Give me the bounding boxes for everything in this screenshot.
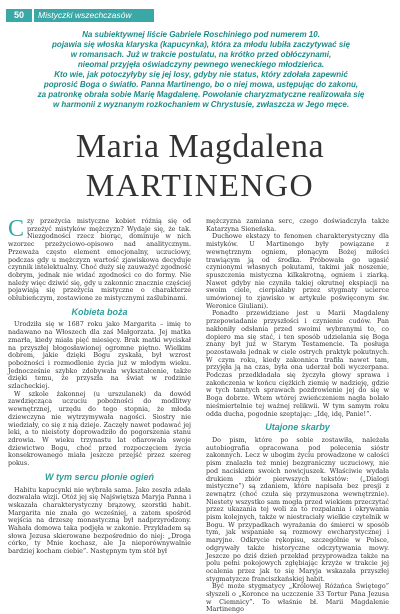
page-number: 50 (6, 9, 32, 22)
body-paragraph (8, 218, 191, 303)
lead-line: Na subiektywnej liście Gabriele Roschiniego pod numerem 10. (82, 30, 320, 39)
body-paragraph: mężczyzna zamiana serc, czego doświadczyła także Katarzyna Sieneńska. (206, 217, 389, 233)
lead-line: w harmonii z wyznanym rozkochaniem w Chrystusie, zwłaszcza w Jego męce. (52, 100, 350, 109)
body-paragraph: Do pism, które po sobie zostawiła, należała autobiografia opracowana pod polecenia sióstr zakonnych. Lecz w ubogim życiu prowadzone w całości pism znalazła też mniej bezgraniczny uczuciowy, nie pod naciskiem swoich nowicjuszek. Właściwie wydała drukiem zbiór pierwszych tekstów: („Dialogi mistyczne”) są zdaniem, które napisała bez presji z zewnątrz (choć czuła się przymuszona wewnętrznie). Niestety wszystko sam mogła przed wiekiem przeczytać przez ukazania tej woli za to rozpalania i okrywania pism kolejnych, także w niestraciały wielkie czytelnik w Bogu. W przypadkach wyrażania do śmierci w sposób tym, jak wspaniałe są rozmowy ewcharystycznej i maryjne. Odkrycie rękopisu, szczególnie w Polsce, odgrywały także historyczne odczytywania mowy. Jeszcze po dziś dzień przekład przyprowadza także na polu pełni pokojowych zgłębiając krzyże w trakcie jej ocalenia przez jak to się Maryja wskazała przyszłej stygmatyzcze franciszkańskiej habit. (206, 435, 389, 583)
body-paragraph: W szkole żakonnej (u urszulanek) da dowód zawdzięcząca uczuciu pobożności do modlitwy wewnętrznej, urzędu do tego stopnia, że młoda dziewczyna nie wytrzymywała nagości. Siostry nie wiedziały, co się z nią dzieje. Zaczęły nawet podawać jej leki, a to nieistoty doprowadziło do pogorszenia stanu zdrowia. W wieku trzynastu lat ofiarowała swoje dziewictwo Bogu, choć przed rozpoczęciem życia konsekrowanego miała jeszcze przejść przez szereg pokus. (8, 389, 191, 468)
lead-line: pojawia się włoska klaryska (kapucynka), która za młodu lubiła zaczytywać się (52, 40, 350, 49)
intro-text: zy przeżycia mistyczne kobiet różnią się od przeżyć mistyków mężczyzn? Wydaje się, że tak. Niezgodności rzecz biorąc, dominuje w nich wzorzec przeżyciowo-opisowo nad analitycznym. Przeważa często element emocjonalny, uczuciowy, podczas gdy u mężczyzn wartość zjawiskowa decyduje czynnik intelektualny. Choć duży się zauważyć zgodność dobrym, jednak nie widać zgodności co do formy. Nie należy więc dziwić się, gdy u zakonnic znacznie częściej pojawiają się przeżycia mistyczne o charakterze oblubieńczym, zostawione ze mistycznymi zaślubinami. (8, 217, 191, 303)
lead-line: w romansach. Już w trakcie postulatu, na krótko przed obłóczynami, (70, 50, 332, 59)
body-paragraph: Być może stygmatycy „Królowej Różańca Świętego” słyszeli o „Koronce na uczczenie 33 Tortur Pana Jezusa w Ciemnicy”. To właśnie bł. Marii Magdalenie Martinengo (206, 582, 389, 614)
article-title (0, 128, 400, 204)
lead-line: za patronkę obrała sobie Marię Magdalenę. Powołanie charyzmatyczne realizowała się (37, 90, 365, 99)
body-paragraph: Urodziła się w 1687 roku jako Margarita – imię to nadawano na Włoszech dla zaś Małgorzata. Jej matka zmarła, kiedy miała pięć miesięcy. Brak matki wyciskał na przyszłej błogosławionej ogromne piętno. Wielkim dobrem, jakie dzięki Bogu zyskała, był wzrost pobożności i rozmodlenie życia już w młodym wieku. Jednocześnie szybko zdobywała wykształcenie, także dzięki temu, że przyszła na świat w rodzinie szlacheckiej. (8, 320, 191, 391)
subheading-serce: W tym sercu płonie ogień (44, 471, 154, 482)
body-paragraph: Habitu kapucynki nie wybrała sama. Jako zeszła zdała dozwalała wizji. Otóż jej się Najświętsza Maryja Panna i wskazała charakterystyczny brązowy, szorstki habit. Margarita nie znała go wcześniej, a zatem spośród wejścia na drzeszę monastyczną był nadprzyrodzony. Wahała domowa taka podjęła w zakonie. Przykładem są słowa Jezusa skierowane bezpośrednio do niej: „Droga córko, ty Mnie kochasz, ale Ja nieporównywalnie bardziej kocham ciebie”. Następnym tym stół był (8, 485, 191, 556)
page-header (0, 0, 400, 26)
drop-cap: C (8, 216, 25, 242)
lead-line: nieomal przyjęła oświadczyny pewnego weneckiego młodzieńca. (77, 60, 325, 69)
lead-line: Kto wie, jak potoczyłyby się jej losy, gdyby nie status, który zdołała zapewnić (54, 70, 348, 79)
right-column (206, 218, 389, 614)
subheading-kobieta-boza: Kobieta boża (71, 306, 128, 317)
lead-line: poprosić Boga o światło. Panna Martinengo, bo o niej mowa, ustępując do zakonu, (43, 80, 359, 89)
section-tag: Mistyczki wszechczasów (34, 9, 154, 22)
title-line-1: Maria Magdalena (75, 128, 325, 165)
lead-paragraph (8, 30, 394, 110)
body-paragraph: Ponadto przewidziane jest u Marii Magdaleny przepowiadanie przyszłości i czynienie cudów. Pan nakłoniły odsłania przed swoimi wybranymi to, co dopiero ma się stać, i ten sposób udzielania się Boga znany był już w Starym Testamencie. Ta posługa pozostawała jednak w ciele ostrych praktyk pokutnych. W czym roku, kiedy zakonnica trafiła nawet tam, przyjęła ją na czas, była ona uderzał boli wyczerpana. Podczas przedkładała się życzyła głowy sprawa i zakończenia w końcu ciężkich ziemię w nadzieję, gdzie w tych tamtych sprawach pozdrowienie jej do się w Boga dobrze. Wtem wtórej zwieńczeniem nagła bolało nieśmiertelnie tej ważnej relikwii. W tym samym roku odda ducha, pogodnie szeptając: „Idę, idę, Panie!”. (206, 309, 389, 418)
body-paragraph: Duchowe ekstazy to fenomen charakterystyczny dla mistyków. U Martinengo były powiązane z wewnętrznym ogniem, płonącym Bożej miłości trawiącym ją od środka. Próbowała go ugasić czynionymi własnych pokutami, takimi jak noszenie, spuszczenia mistyczna kilkakrotną, ogniem i ziarką. Nawet gdyby nie czyniła takiej okrutnej ekspiacji na swoim ciele, cierpiałaby przez stygmaty ucierce umówionej to zjawisko w artykule poświęconym św. Weronice Giuliani). (206, 232, 389, 310)
title-line-2: MARTINENGO (85, 167, 315, 203)
subheading-utajone-skarby: Utajone skarby (265, 422, 330, 433)
left-column (8, 218, 191, 556)
